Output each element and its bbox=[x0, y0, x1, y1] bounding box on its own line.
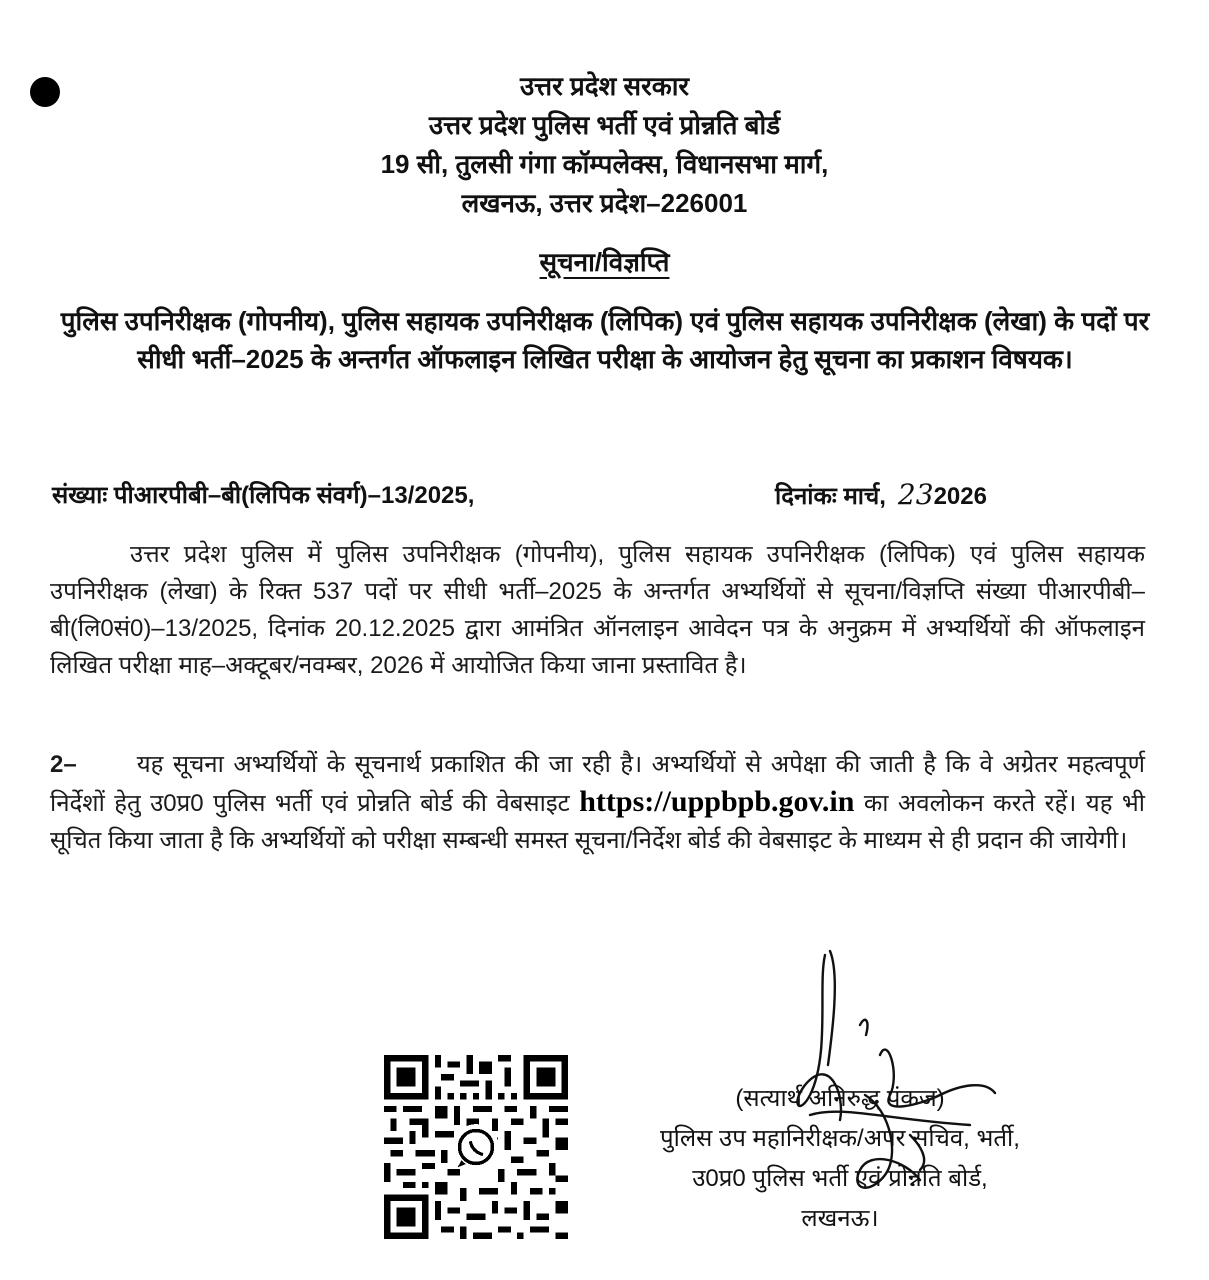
date-year: 2026 bbox=[933, 483, 987, 510]
reference-date bbox=[775, 478, 987, 512]
board-website-link[interactable]: https://uppbpb.gov.in bbox=[579, 785, 855, 818]
signatory-name: (सत्यार्थ अनिरुद्ध पंकज) bbox=[735, 1085, 945, 1112]
whatsapp-logo-icon bbox=[453, 1124, 499, 1170]
header-city-pin: लखनऊ, उत्तर प्रदेश–226001 bbox=[461, 188, 748, 218]
date-day-handwritten: 23 bbox=[897, 478, 934, 511]
header-board-name: उत्तर प्रदेश पुलिस भर्ती एवं प्रोन्नति बोर्ड bbox=[428, 110, 781, 140]
signatory-city: लखनऊ। bbox=[801, 1205, 879, 1232]
header-government: उत्तर प्रदेश सरकार bbox=[519, 71, 690, 101]
paragraph-2 bbox=[50, 746, 1145, 859]
paragraph-1: उत्तर प्रदेश पुलिस में पुलिस उपनिरीक्षक (गोपनीय), पुलिस सहायक उपनिरीक्षक (लिपिक) एवं पुलिस सहायक उपनिरीक्षक (लेखा) के रिक्त 537 पदों पर सीधी भर्ती–2025 के अन्तर्गत अभ्यर्थियों से सूचना/विज्ञप्ति संख्या पीआरपीबी–बी(लि0सं0)–13/2025, दिनांक 20.12.2025 द्वारा आमंत्रित ऑनलाइन आवेदन पत्र के अनुक्रम में अभ्यर्थियों की ऑफलाइन लिखित परीक्षा माह–अक्टूबर/नवम्बर, 2026 में आयोजित किया जाना प्रस्तावित है। bbox=[50, 541, 1145, 679]
paragraph-2-text-a: यह सूचना अभ्यर्थियों के सूचनार्थ प्रकाशित की जा रही है। अभ्यर्थियों से अपेक्षा की जाती है कि वे अग्रेतर महत्वपूर्ण निर्देशों हेतु उ0प्र0 पुलिस भर्ती एवं प्रोन्नति बोर्ड की वेबसाइट bbox=[50, 751, 1145, 817]
notice-subject: पुलिस उपनिरीक्षक (गोपनीय), पुलिस सहायक उपनिरीक्षक (लिपिक) एवं पुलिस सहायक उपनिरीक्षक (लेखा) के पदों पर सीधी भर्ती–2025 के अन्तर्गत ऑफलाइन लिखित परीक्षा के आयोजन हेतु सूचना का प्रकाशन विषयक। bbox=[60, 306, 1150, 374]
notice-heading: सूचना/विज्ञप्ति bbox=[539, 247, 670, 277]
signatory-organization: उ0प्र0 पुलिस भर्ती एवं प्रोन्नति बोर्ड, bbox=[692, 1165, 988, 1192]
paragraph-2-text-b: का अवलोकन करते रहें। यह भी सूचित किया जाता है कि अभ्यर्थियों को परीक्षा सम्बन्धी समस्त सूचना/निर्देश बोर्ड की वेबसाइट के माध्यम से ही प्रदान की जायेगी। bbox=[50, 790, 1145, 854]
signatory-designation: पुलिस उप महानिरीक्षक/अपर सचिव, भर्ती, bbox=[660, 1125, 1020, 1152]
reference-number: संख्याः पीआरपीबी–बी(लिपिक संवर्ग)–13/2025, bbox=[52, 482, 475, 509]
date-label: दिनांकः मार्च, bbox=[775, 483, 886, 510]
header-address: 19 सी, तुलसी गंगा कॉम्पलेक्स, विधानसभा मार्ग, bbox=[380, 149, 829, 179]
qr-code-icon[interactable] bbox=[384, 1055, 568, 1239]
paragraph-2-number: 2– bbox=[50, 751, 77, 778]
